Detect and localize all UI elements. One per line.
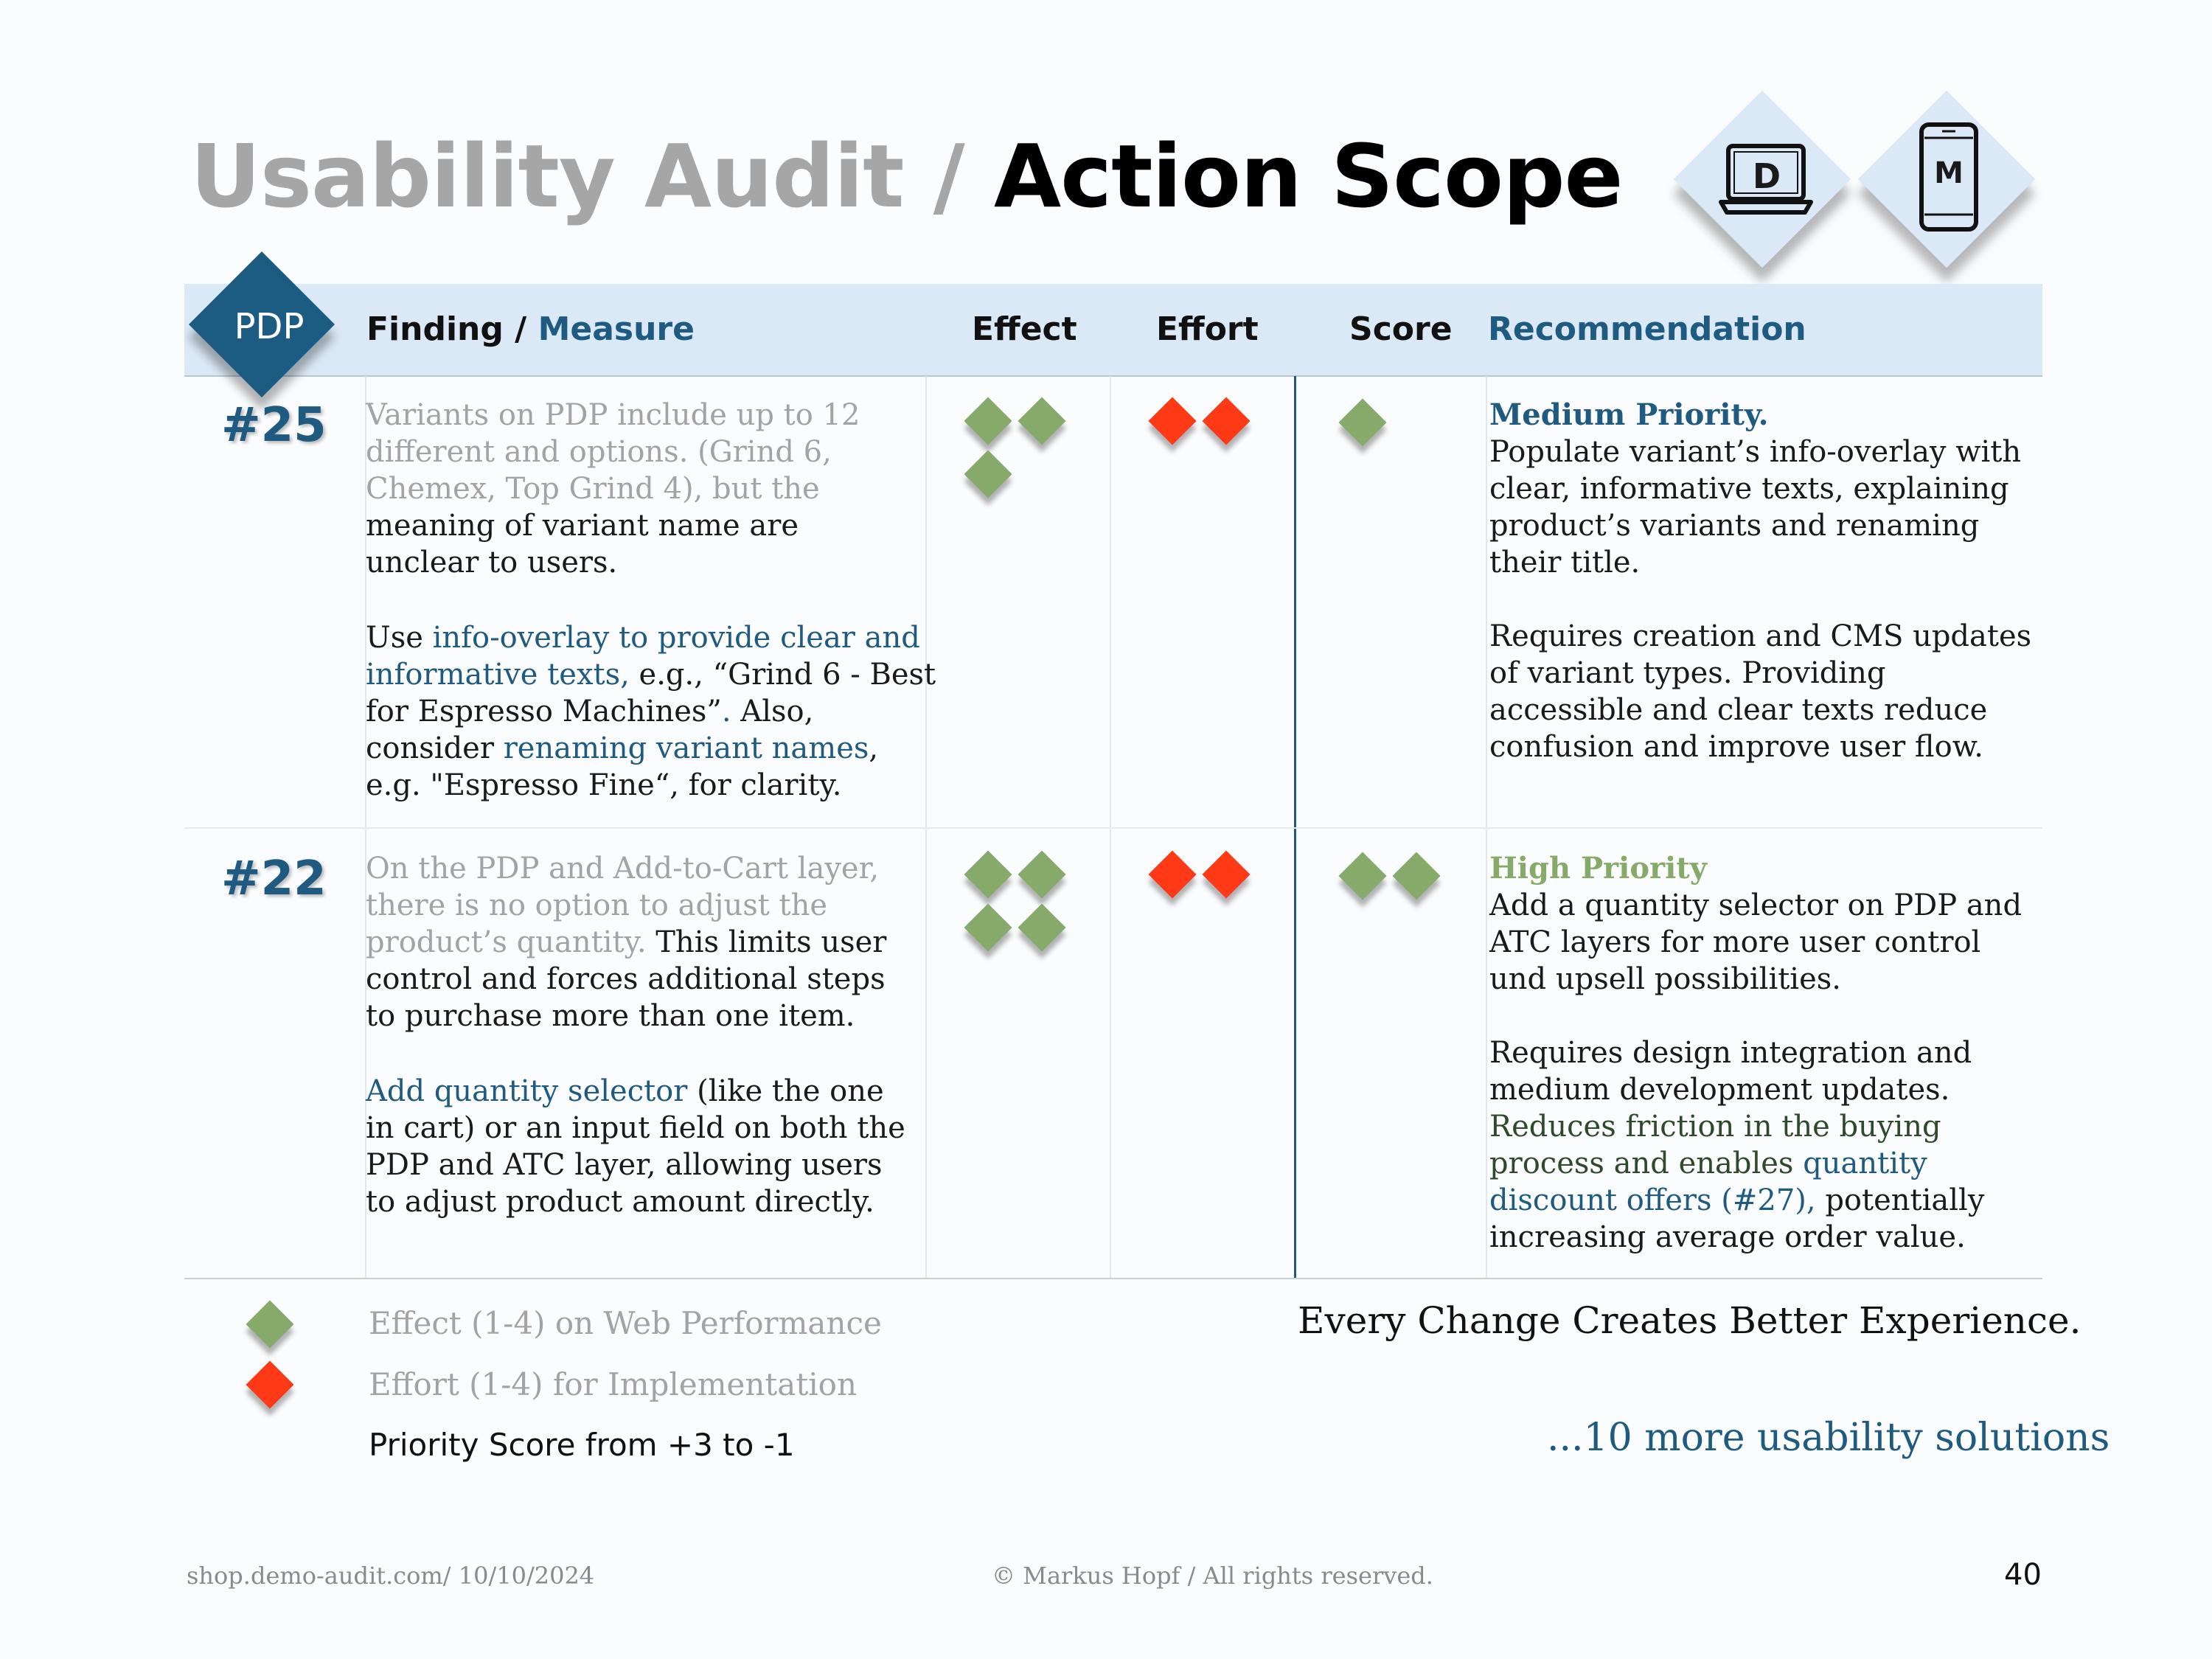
- column-header-effort: Effort: [1156, 310, 1259, 348]
- page-number: 40: [2004, 1558, 2042, 1592]
- measure-highlight: Add quantity selector: [366, 1074, 688, 1108]
- column-header-score: Score: [1349, 310, 1453, 348]
- legend-effect: Effect (1-4) on Web Performance: [369, 1305, 882, 1341]
- footer-site-date: shop.demo-audit.com/ 10/10/2024: [187, 1562, 595, 1590]
- title-main: Action Scope: [993, 125, 1623, 227]
- mobile-label: M: [1934, 156, 1964, 190]
- recommendation-text: Medium Priority. Populate variant’s info-overlay with clear, informative texts, explaining product’s variants and renaming their title. Requires creation and CMS updates of variant types. Providing accessible and clear texts reduce confusion and improve user flow.: [1489, 397, 2032, 764]
- effect-diamond: [964, 850, 1012, 898]
- effect-diamond: [964, 397, 1012, 445]
- table-bottom-border: [184, 1278, 2042, 1279]
- score-diamond: [1338, 852, 1386, 900]
- priority-label: High Priority: [1489, 851, 1707, 886]
- effort-diamond: [1202, 850, 1250, 898]
- effect-diamond: [1018, 397, 1065, 445]
- column-header-finding: Finding / Measure: [366, 310, 695, 348]
- tagline: Every Change Creates Better Experience.: [1298, 1299, 2081, 1342]
- legend-effort-diamond: [246, 1360, 293, 1408]
- score-diamond: [1392, 852, 1440, 900]
- measure-highlight: renaming variant names: [503, 731, 869, 765]
- offers-link: quantity: [1803, 1147, 1927, 1180]
- finding-text: On the PDP and Add-to-Cart layer, there is no option to adjust the product’s quantity. This limits user control and forces additional steps to purchase more than one item.: [366, 852, 887, 1033]
- effect-diamond: [1018, 850, 1065, 898]
- effort-diamond: [1148, 397, 1196, 445]
- measure-text: Add quantity selector (like the one in cart) or an input field on both the PDP and ATC layer, allowing users to adjust product amount directly.: [366, 1074, 905, 1219]
- legend-effort: Effort (1-4) for Implementation: [369, 1366, 857, 1402]
- finding-id: #22: [221, 852, 327, 906]
- priority-label: Medium Priority.: [1489, 397, 1769, 432]
- effort-diamond: [1202, 397, 1250, 445]
- table-header: [184, 284, 2042, 377]
- effect-diamond: [964, 903, 1012, 951]
- page-title: [190, 125, 1623, 227]
- score-diamond: [1338, 398, 1386, 446]
- effect-diamond: [1018, 903, 1065, 951]
- legend-score: Priority Score from +3 to -1: [369, 1427, 795, 1463]
- footer-copyright: © Markus Hopf / All rights reserved.: [992, 1562, 1433, 1590]
- effect-diamond: [964, 450, 1012, 498]
- row-divider: [184, 827, 2042, 829]
- pdp-badge-label: PDP: [234, 306, 305, 347]
- measure-highlight: info-overlay to provide clear and: [432, 621, 920, 655]
- column-header-effect: Effect: [972, 310, 1077, 348]
- finding-id: #25: [221, 398, 327, 453]
- column-header-recommendation: Recommendation: [1488, 310, 1806, 348]
- title-prefix: Usability Audit /: [190, 125, 994, 227]
- legend-effect-diamond: [246, 1300, 293, 1348]
- more-solutions-link[interactable]: ...10 more usability solutions: [1547, 1416, 2110, 1460]
- desktop-label: D: [1752, 156, 1781, 196]
- recommendation-text: High Priority Add a quantity selector on PDP and ATC layers for more user control und upsell possibilities. Requires design integration and medium development updates. Reduces friction in the buying process and enables quantity discount offers (#27), potentially increasing average order value.: [1489, 851, 2023, 1254]
- finding-text: Variants on PDP include up to 12 different and options. (Grind 6, Chemex, Top Grind 4), but the meaning of variant name are unclear to users.: [366, 398, 860, 580]
- measure-text: Use info-overlay to provide clear and informative texts, e.g., “Grind 6 - Best for Espresso Machines”. Also, consider renaming variant names, e.g. "Espresso Fine“, for clarity.: [366, 621, 936, 802]
- effort-diamond: [1148, 850, 1196, 898]
- measure-label: Measure: [538, 310, 695, 348]
